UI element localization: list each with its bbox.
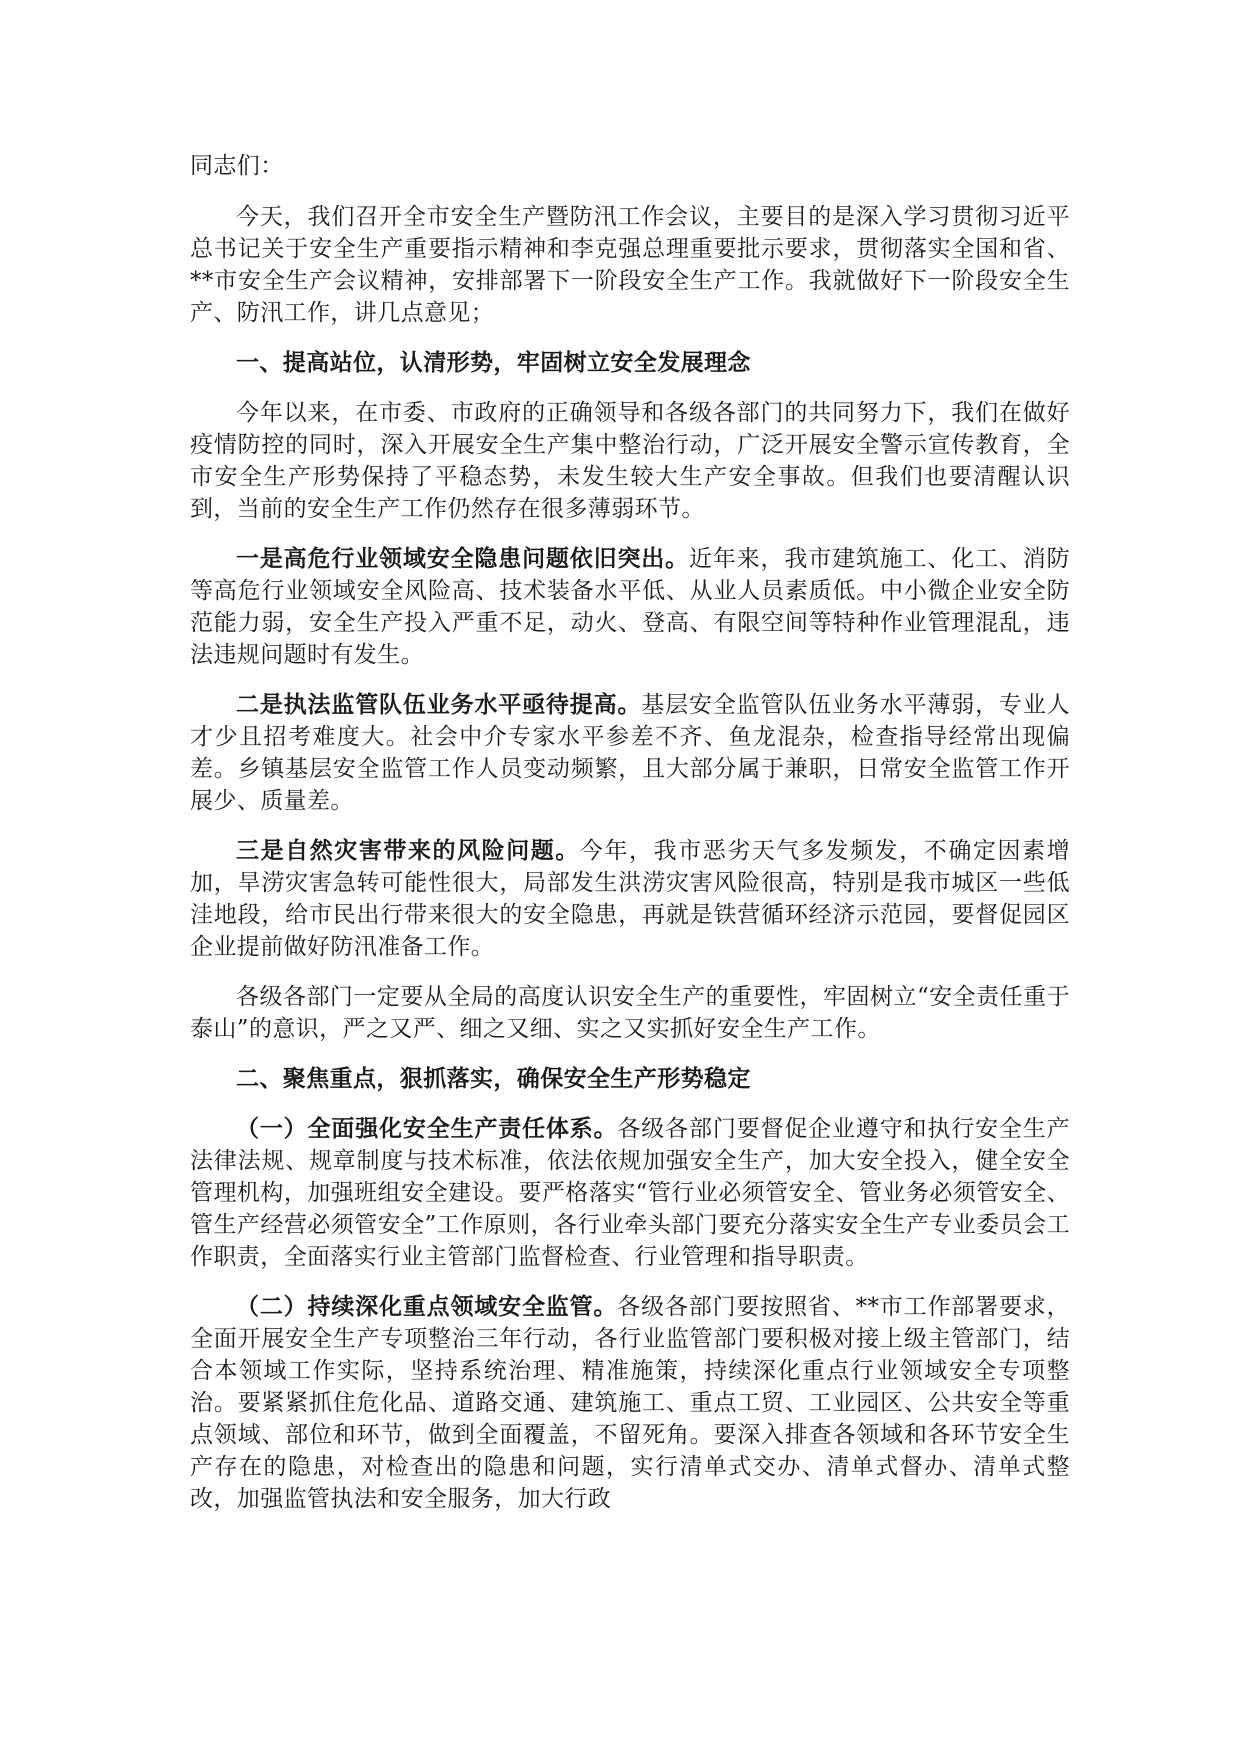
point1-lead: 一是高危行业领域安全隐患问题依旧突出。 [236,546,689,572]
point3-body: 今年，我市恶劣天气多发频发，不确定因素增加，旱涝灾害急转可能性很大，局部发生洪涝灾害风险很高，特别是我市城区一些低洼地段，给市民出行带来很大的安全隐患，再就是铁营循环经济示范园，要督促园区企业提前做好防汛准备工作。 [190,838,1070,960]
item2-body: 各级各部门要按照省、**市工作部署要求，全面开展安全生产专项整治三年行动，各行业监管部门要积极对接上级主管部门，结合本领域工作实际，坚持系统治理、精准施策，持续深化重点行业领域安全专项整治。要紧紧抓住危化品、道路交通、建筑施工、重点工贸、工业园区、公共安全等重点领域、部位和环节，做到全面覆盖，不留死角。要深入排查各领域和各环节安全生产存在的隐患，对检查出的隐患和问题，实行清单式交办、清单式督办、清单式整改，加强监管执法和安全服务，加大行政 [190,1294,1071,1512]
section1-overview: 今年以来，在市委、市政府的正确领导和各级各部门的共同努力下，我们在做好疫情防控的同时，深入开展安全生产集中整治行动，广泛开展安全警示宣传教育，全市安全生产形势保持了平稳态势，未发生较大生产安全事故。但我们也要清醒认识到，当前的安全生产工作仍然存在很多薄弱环节。 [190,400,1070,522]
section2-heading: 二、聚焦重点，狠抓落实，确保安全生产形势稳定 [236,1066,751,1092]
section1-point3 [190,835,1070,963]
document-page [190,150,1070,1533]
item2-lead: （二）持续深化重点领域安全监管。 [236,1294,618,1320]
section2-item2 [190,1291,1070,1515]
point2-body: 基层安全监管队伍业务水平薄弱，专业人才少且招考难度大。社会中介专家水平参差不齐、鱼龙混杂，检查指导经常出现偏差。乡镇基层安全监管工作人员变动频繁，且大部分属于兼职，日常安全监管工作开展少、质量差。 [190,692,1070,814]
section1-heading: 一、提高站位，认清形势，牢固树立安全发展理念 [236,350,751,376]
point1-body: 近年来，我市建筑施工、化工、消防等高危行业领域安全风险高、技术装备水平低、从业人员素质低。中小微企业安全防范能力弱，安全生产投入严重不足，动火、登高、有限空间等特种作业管理混乱，违法违规问题时有发生。 [190,546,1070,668]
section2-item1 [190,1113,1070,1273]
greeting: 同志们： [190,153,284,179]
item1-lead: （一）全面强化安全生产责任体系。 [236,1116,618,1142]
section1-closing: 各级各部门一定要从全局的高度认识安全生产的重要性，牢固树立“安全责任重于泰山”的意识，严之又严、细之又细、实之又实抓好安全生产工作。 [190,984,1070,1042]
section1-point2 [190,689,1070,817]
intro-paragraph: 今天，我们召开全市安全生产暨防汛工作会议，主要目的是深入学习贯彻习近平总书记关于安全生产重要指示精神和李克强总理重要批示要求，贯彻落实全国和省、**市安全生产会议精神，安排部署下一阶段安全生产工作。我就做好下一阶段安全生产、防汛工作，讲几点意见； [190,204,1070,326]
section1-point1 [190,543,1070,671]
point3-lead: 三是自然灾害带来的风险问题。 [236,838,580,864]
point2-lead: 二是执法监管队伍业务水平亟待提高。 [236,692,642,718]
item1-body: 各级各部门要督促企业遵守和执行安全生产法律法规、规章制度与技术标准，依法依规加强安全生产，加大安全投入，健全安全管理机构，加强班组安全建设。要严格落实“管行业必须管安全、管业务必须管安全、管生产经营必须管安全”工作原则，各行业牵头部门要充分落实安全生产专业委员会工作职责，全面落实行业主管部门监督检查、行业管理和指导职责。 [190,1116,1070,1270]
